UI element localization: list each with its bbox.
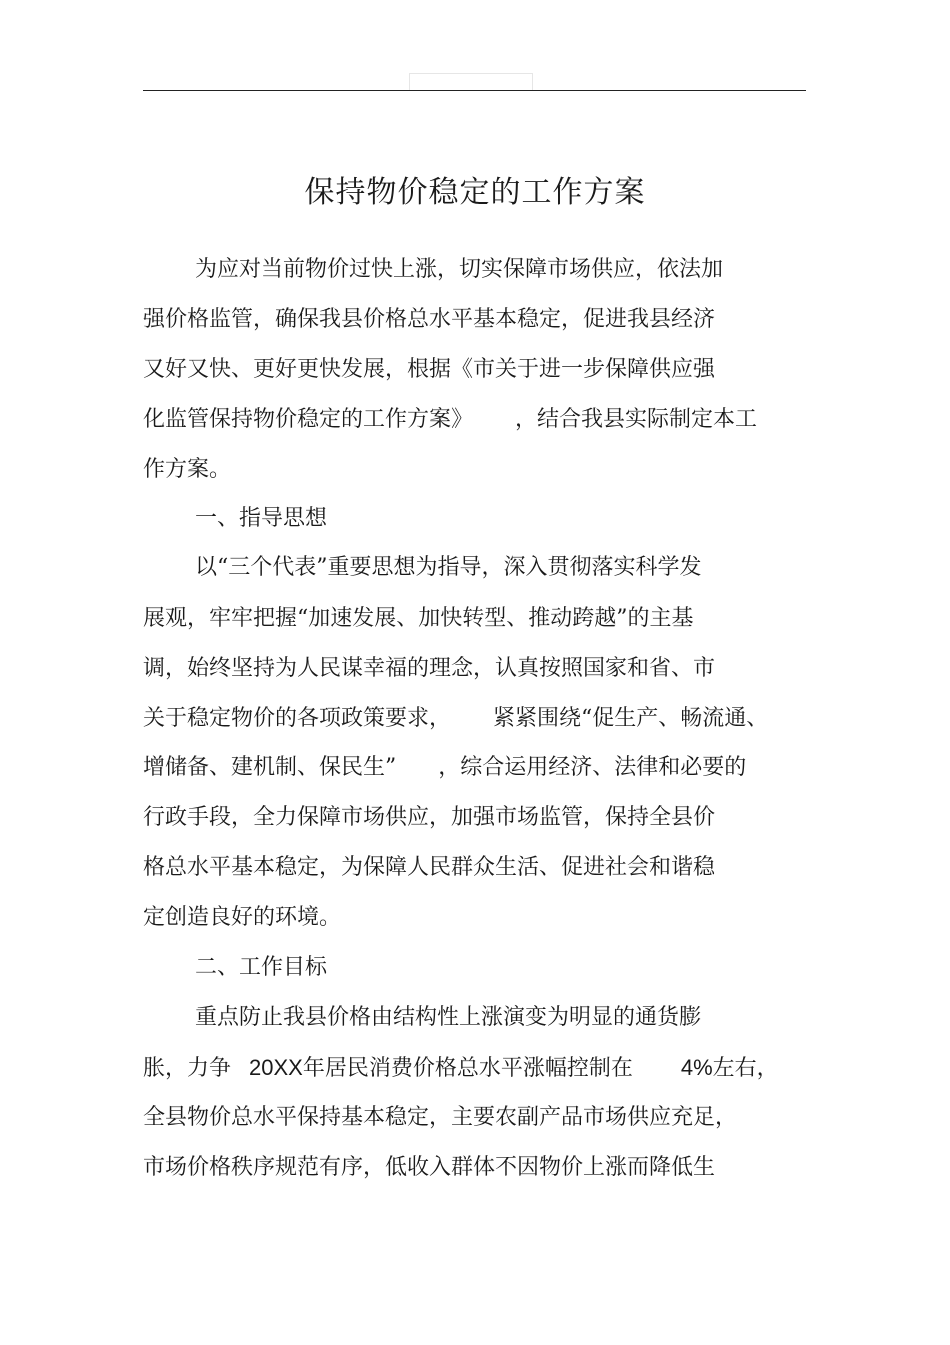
- section1-line-4: 关于稳定物价的各项政策要求， 紧紧围绕“促生产、畅流通、: [143, 706, 769, 731]
- intro-line-5: 作方案。: [143, 457, 232, 482]
- section2-line-2-mid: 年居民消费价格总水平涨幅控制在: [302, 1056, 633, 1081]
- header-rule: [143, 90, 806, 91]
- document-title: 保持物价稳定的工作方案: [304, 175, 646, 210]
- intro-line-3: 又好又快、更好更快发展，根据《市关于进一步保障供应强: [143, 357, 716, 382]
- header-tab: [409, 73, 533, 90]
- section1-line-2: 展观，牢牢把握“加速发展、加快转型、推动跨越”的主基: [143, 606, 694, 631]
- section2-line-2: [143, 1053, 779, 1084]
- section1-line-5: 增储备、建机制、保民生” ，综合运用经济、法律和必要的: [143, 755, 747, 780]
- section2-line-2-tail: 左右，: [712, 1056, 779, 1081]
- section2-line-1: 重点防止我县价格由结构性上涨演变为明显的通货膨: [195, 1005, 702, 1030]
- intro-line-2: 强价格监管，确保我县价格总水平基本稳定，促进我县经济: [143, 307, 716, 332]
- section1-line-7: 格总水平基本稳定，为保障人民群众生活、促进社会和谐稳: [143, 855, 716, 880]
- section1-line-6: 行政手段，全力保障市场供应，加强市场监管，保持全县价: [143, 805, 716, 830]
- intro-line-1: 为应对当前物价过快上涨，切实保障市场供应，依法加: [195, 257, 724, 282]
- section2-heading: 二、工作目标: [195, 955, 328, 980]
- section2-line-4: 市场价格秩序规范有序，低收入群体不因物价上涨而降低生: [143, 1155, 716, 1180]
- section1-line-3: 调，始终坚持为人民谋幸福的理念，认真按照国家和省、市: [143, 656, 716, 681]
- section2-line-2-lead: 胀，力争: [143, 1056, 232, 1081]
- section1-line-1: 以“三个代表”重要思想为指导，深入贯彻落实科学发: [195, 555, 702, 580]
- section1-line-8: 定创造良好的环境。: [143, 905, 342, 930]
- section1-heading: 一、指导思想: [195, 506, 328, 531]
- target-percent: 4%: [680, 1055, 713, 1080]
- section2-line-3: 全县物价总水平保持基本稳定，主要农副产品市场供应充足，: [143, 1105, 738, 1130]
- target-year: 20XX: [249, 1055, 303, 1080]
- intro-line-4: 化监管保持物价稳定的工作方案》 ，结合我县实际制定本工: [143, 407, 757, 432]
